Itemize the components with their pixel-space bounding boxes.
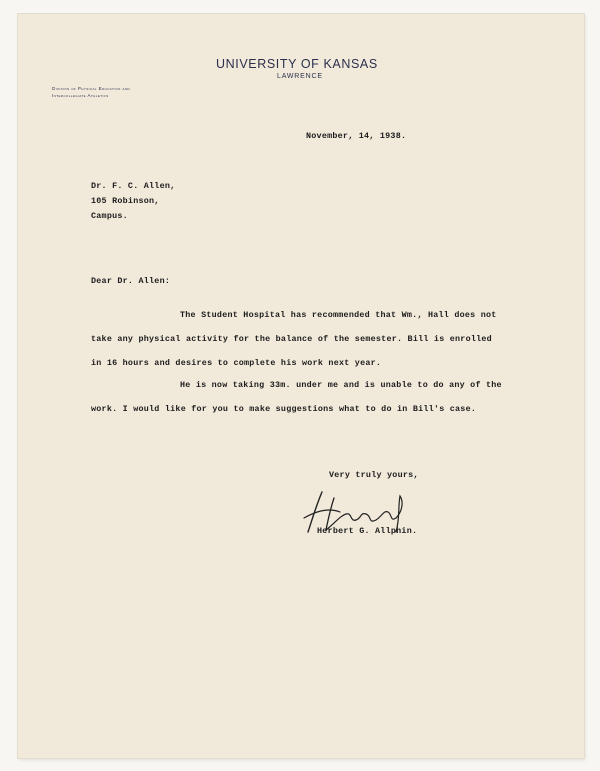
salutation: Dear Dr. Allen: — [91, 276, 171, 286]
letter-date: November, 14, 1938. — [306, 131, 407, 141]
body-line: work. I would like for you to make suggestions what to do in Bill's case. — [91, 404, 477, 414]
recipient-name: Dr. F. C. Allen, — [91, 181, 176, 191]
letterhead-city: LAWRENCE — [277, 73, 323, 80]
recipient-address: 105 Robinson, — [91, 196, 160, 206]
department-line-1: Division of Physical Education and — [52, 86, 130, 91]
letterhead-university: UNIVERSITY OF KANSAS — [216, 57, 378, 71]
letterhead-department — [52, 85, 130, 99]
department-line-2: Intercollegiate Athletics — [52, 93, 109, 98]
closing: Very truly yours, — [329, 470, 419, 480]
body-line: The Student Hospital has recommended that Wm., Hall does not — [180, 310, 497, 320]
body-line: in 16 hours and desires to complete his work next year. — [91, 358, 382, 368]
signer-name: Herbert G. Allphin. — [317, 526, 418, 536]
body-line: take any physical activity for the balance of the semester. Bill is enrolled — [91, 334, 492, 344]
body-line: He is now taking 33m. under me and is unable to do any of the — [180, 380, 502, 390]
recipient-location: Campus. — [91, 211, 128, 221]
